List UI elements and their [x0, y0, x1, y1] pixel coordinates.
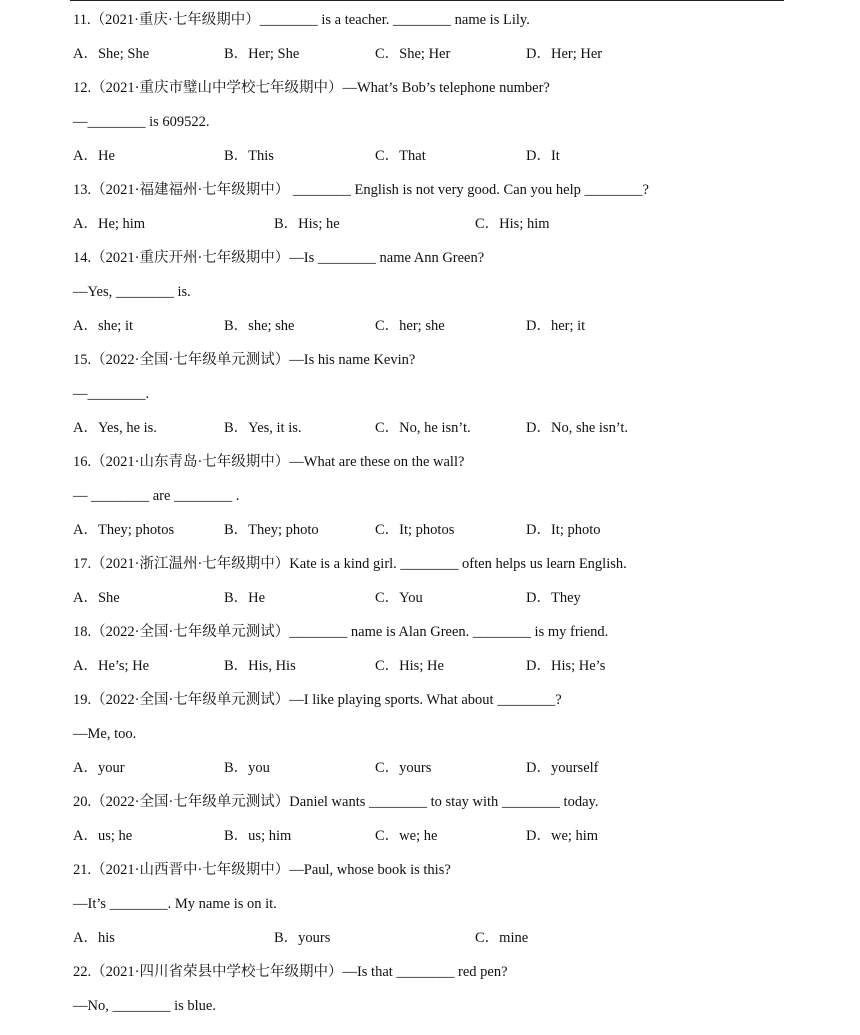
- answer-option: D．His; He’s: [526, 658, 606, 674]
- question-stem: 12.（2021·重庆市璧山中学校七年级期中）—What’s Bob’s telephone number?: [73, 80, 550, 96]
- question-stem: 17.（2021·浙江温州·七年级期中）Kate is a kind girl. ________ often helps us learn English.: [73, 556, 627, 572]
- question-stem: 14.（2021·重庆开州·七年级期中）—Is ________ name Ann Green?: [73, 250, 485, 266]
- answer-option: B．Yes, it is.: [224, 420, 302, 436]
- answer-option: B．His; he: [274, 216, 340, 232]
- answer-option: A．she; it: [73, 318, 134, 334]
- question-dialogue-line: —________.: [73, 386, 150, 402]
- question-stem: 16.（2021·山东青岛·七年级期中）—What are these on the wall?: [73, 454, 465, 470]
- answer-option: D．It: [526, 148, 560, 164]
- answer-option: A．us; he: [73, 828, 133, 844]
- answer-option: C．You: [375, 590, 423, 606]
- question-stem: 15.（2022·全国·七年级单元测试）—Is his name Kevin?: [73, 352, 416, 368]
- answer-option: A．He: [73, 148, 115, 164]
- question-stem: 13.（2021·福建福州·七年级期中） ________ English is not very good. Can you help ________?: [73, 182, 649, 198]
- question-dialogue-line: — ________ are ________ .: [73, 488, 240, 504]
- answer-option: B．yours: [274, 930, 331, 946]
- answer-option: C．That: [375, 148, 426, 164]
- answer-option: C．mine: [475, 930, 529, 946]
- answer-option: B．you: [224, 760, 270, 776]
- question-dialogue-line: —It’s ________. My name is on it.: [73, 896, 277, 912]
- answer-option: C．His; him: [475, 216, 550, 232]
- answer-option: C．She; Her: [375, 46, 451, 62]
- answer-option: A．He; him: [73, 216, 146, 232]
- answer-option: D．yourself: [526, 760, 599, 776]
- answer-option: C．her; she: [375, 318, 445, 334]
- answer-option: A．They; photos: [73, 522, 175, 538]
- question-stem: 21.（2021·山西晋中·七年级期中）—Paul, whose book is this?: [73, 862, 451, 878]
- answer-option: C．yours: [375, 760, 432, 776]
- answer-option: B．They; photo: [224, 522, 319, 538]
- top-rule: [70, 0, 784, 1]
- answer-option: B．He: [224, 590, 266, 606]
- answer-option: A．She: [73, 590, 120, 606]
- question-stem: 22.（2021·四川省荣县中学校七年级期中）—Is that ________ red pen?: [73, 964, 508, 980]
- answer-option: D．They: [526, 590, 581, 606]
- answer-option: A．He’s; He: [73, 658, 150, 674]
- question-stem: 11.（2021·重庆·七年级期中）________ is a teacher. ________ name is Lily.: [73, 12, 530, 28]
- answer-option: B．His, His: [224, 658, 296, 674]
- answer-option: D．No, she isn’t.: [526, 420, 629, 436]
- answer-option: D．It; photo: [526, 522, 601, 538]
- answer-option: A．his: [73, 930, 115, 946]
- question-stem: 19.（2022·全国·七年级单元测试）—I like playing sports. What about ________?: [73, 692, 562, 708]
- question-stem: 18.（2022·全国·七年级单元测试）________ name is Alan Green. ________ is my friend.: [73, 624, 609, 640]
- answer-option: D．her; it: [526, 318, 586, 334]
- answer-option: B．Her; She: [224, 46, 300, 62]
- answer-option: C．It; photos: [375, 522, 455, 538]
- answer-option: A．She; She: [73, 46, 150, 62]
- answer-option: C．His; He: [375, 658, 444, 674]
- question-stem: 20.（2022·全国·七年级单元测试）Daniel wants ________ to stay with ________ today.: [73, 794, 599, 810]
- question-dialogue-line: —________ is 609522.: [73, 114, 210, 130]
- answer-option: C．we; he: [375, 828, 438, 844]
- question-dialogue-line: —Yes, ________ is.: [73, 284, 191, 300]
- answer-option: D．we; him: [526, 828, 599, 844]
- question-dialogue-line: —Me, too.: [73, 726, 137, 742]
- answer-option: B．This: [224, 148, 274, 164]
- question-dialogue-line: —No, ________ is blue.: [73, 998, 216, 1014]
- answer-option: B．she; she: [224, 318, 295, 334]
- answer-option: D．Her; Her: [526, 46, 603, 62]
- answer-option: A．Yes, he is.: [73, 420, 157, 436]
- answer-option: A．your: [73, 760, 125, 776]
- answer-option: C．No, he isn’t.: [375, 420, 471, 436]
- answer-option: B．us; him: [224, 828, 292, 844]
